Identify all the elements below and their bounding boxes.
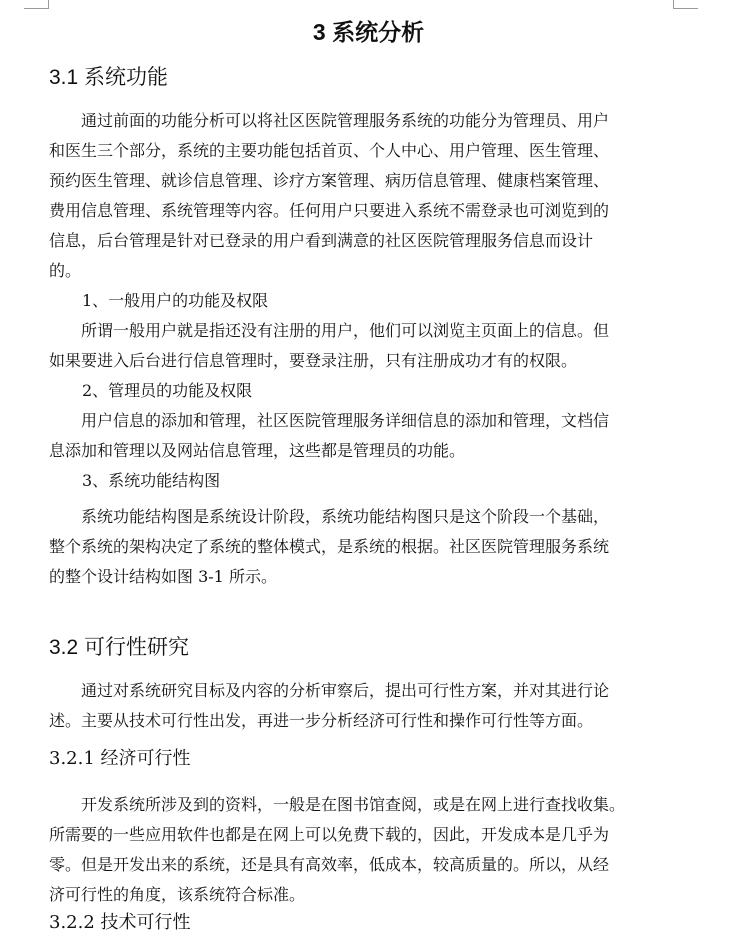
text-line: 如果要进入后台进行信息管理时，要登录注册，只有注册成功才有的权限。 [49,351,578,370]
subsection-heading-3-2-1: 3.2.1 经济可行性 [49,748,191,769]
paragraph-structure [49,502,689,592]
text-line: 通过前面的功能分析可以将社区医院管理服务系统的功能分为管理员、用户 [81,111,610,130]
text-line: 费用信息管理、系统管理等内容。任何用户只要进入系统不需登录也可浏览到的 [49,201,610,220]
list-item-title-structure: 3、系统功能结构图 [82,471,221,490]
text-line: 述。主要从技术可行性出发，再进一步分析经济可行性和操作可行性等方面。 [49,711,594,730]
text-line: 系统功能结构图是系统设计阶段，系统功能结构图只是这个阶段一个基础， [81,507,610,526]
margin-marker-left [24,0,49,9]
margin-marker-right [673,0,698,9]
text-line: 预约医生管理、就诊信息管理、诊疗方案管理、病历信息管理、健康档案管理、 [49,171,610,190]
text-line: 信息，后台管理是针对已登录的用户看到满意的社区医院管理服务信息而设计 [49,231,594,250]
list-item-title-general-user: 1、一般用户的功能及权限 [82,291,269,310]
section-heading-3-1: 3.1 系统功能 [49,66,169,89]
paragraph-admin [49,406,689,466]
text-line: 通过对系统研究目标及内容的分析审察后，提出可行性方案，并对其进行论 [81,681,610,700]
paragraph-system-functions [49,106,689,286]
paragraph-general-user [49,316,689,376]
text-line: 的整个设计结构如图 3-1 所示。 [49,567,277,586]
text-line: 开发系统所涉及到的资料，一般是在图书馆查阅，或是在网上进行查找收集。 [81,795,626,814]
text-line: 的。 [49,261,82,280]
text-line: 所谓一般用户就是指还没有注册的用户，他们可以浏览主页面上的信息。但 [81,321,610,340]
text-line: 整个系统的架构决定了系统的整体模式，是系统的根据。社区医院管理服务系统 [49,537,610,556]
text-line: 用户信息的添加和管理，社区医院管理服务详细信息的添加和管理，文档信 [81,411,610,430]
section-heading-3-2: 3.2 可行性研究 [49,636,190,659]
text-line: 和医生三个部分，系统的主要功能包括首页、个人中心、用户管理、医生管理、 [49,141,610,160]
text-line: 所需要的一些应用软件也都是在网上可以免费下载的，因此，开发成本是几乎为 [49,825,610,844]
text-line: 济可行性的角度，该系统符合标准。 [49,885,306,904]
paragraph-economic-feasibility [49,790,689,910]
paragraph-feasibility [49,676,689,736]
text-line: 零。但是开发出来的系统，还是具有高效率，低成本，较高质量的。所以，从经 [49,855,610,874]
text-line: 息添加和管理以及网站信息管理，这些都是管理员的功能。 [49,441,466,460]
list-item-title-admin: 2、管理员的功能及权限 [82,381,253,400]
chapter-title: 3 系统分析 [312,19,425,45]
subsection-heading-3-2-2: 3.2.2 技术可行性 [49,912,191,933]
